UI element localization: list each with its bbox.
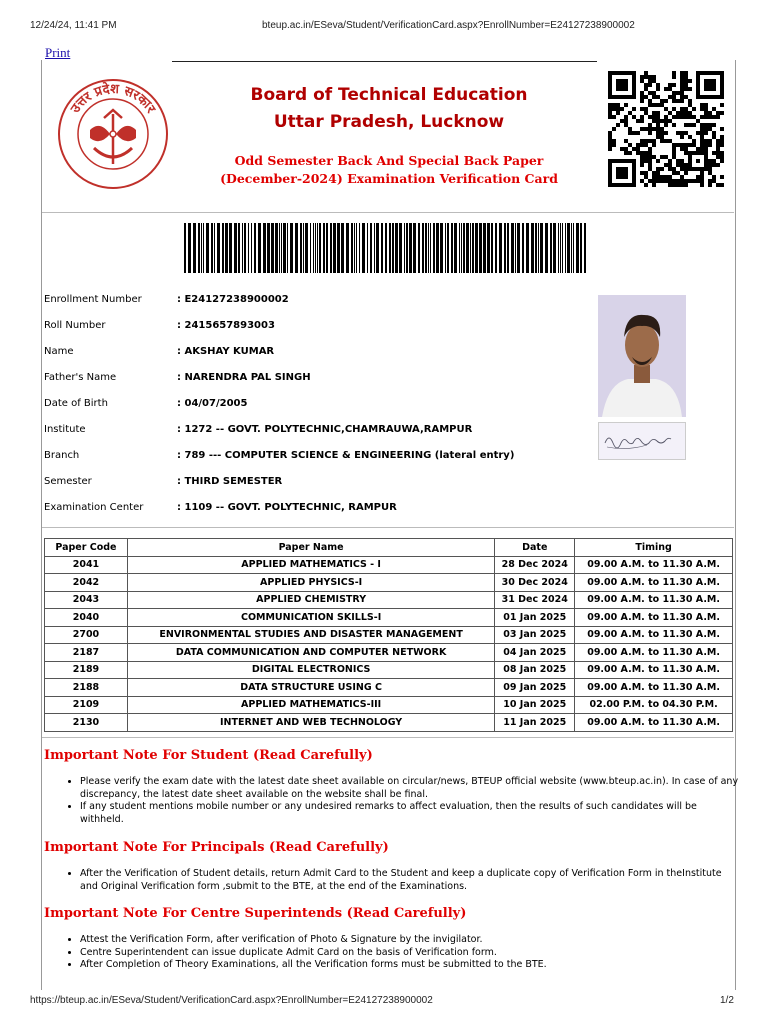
- paper-name: INTERNET AND WEB TECHNOLOGY: [127, 714, 494, 732]
- paper-date: 31 Dec 2024: [495, 591, 575, 609]
- paper-date: 09 Jan 2025: [495, 679, 575, 697]
- table-row: [45, 714, 733, 732]
- paper-name: ENVIRONMENTAL STUDIES AND DISASTER MANAGEMENT: [127, 626, 494, 644]
- paper-code: 2109: [45, 696, 128, 714]
- table-row: [45, 591, 733, 609]
- info-value: : 2415657893003: [177, 320, 275, 331]
- principals-note-list: [64, 868, 740, 893]
- page-number: 1/2: [720, 995, 734, 1006]
- column-header: Paper Name: [127, 539, 494, 557]
- info-label: Institute: [44, 424, 86, 435]
- paper-date: 03 Jan 2025: [495, 626, 575, 644]
- paper-timing: 09.00 A.M. to 11.30 A.M.: [575, 556, 733, 574]
- paper-timing: 09.00 A.M. to 11.30 A.M.: [575, 714, 733, 732]
- table-row: [45, 574, 733, 592]
- paper-date: 01 Jan 2025: [495, 609, 575, 627]
- info-label: Branch: [44, 450, 80, 461]
- info-label: Semester: [44, 476, 92, 487]
- info-value: : E24127238900002: [177, 294, 289, 305]
- list-item: • Centre Superintendent can issue duplicate Admit Card on the basis of Verification form.: [80, 947, 740, 960]
- table-row: [45, 696, 733, 714]
- paper-timing: 09.00 A.M. to 11.30 A.M.: [575, 644, 733, 662]
- info-value: : THIRD SEMESTER: [177, 476, 283, 487]
- qr-code-icon: [608, 70, 724, 188]
- paper-date: 30 Dec 2024: [495, 574, 575, 592]
- paper-timing: 09.00 A.M. to 11.30 A.M.: [575, 591, 733, 609]
- paper-name: APPLIED PHYSICS-I: [127, 574, 494, 592]
- paper-name: APPLIED CHEMISTRY: [127, 591, 494, 609]
- paper-timing: 09.00 A.M. to 11.30 A.M.: [575, 679, 733, 697]
- paper-code: 2187: [45, 644, 128, 662]
- table-row: [45, 679, 733, 697]
- exam-subtitle-line1: Odd Semester Back And Special Back Paper: [234, 153, 544, 168]
- paper-timing: 09.00 A.M. to 11.30 A.M.: [575, 626, 733, 644]
- list-item: • If any student mentions mobile number or any undesired remarks to affect evaluation, then the results of such candidates will be withheld.: [80, 801, 740, 826]
- centre-note-list: [64, 934, 740, 972]
- top-rule: [172, 61, 597, 62]
- info-label: Father's Name: [44, 372, 117, 383]
- info-label: Enrollment Number: [44, 294, 142, 305]
- table-row: [45, 626, 733, 644]
- paper-date: 08 Jan 2025: [495, 661, 575, 679]
- separator: [42, 527, 734, 528]
- paper-code: 2042: [45, 574, 128, 592]
- board-title: Board of Technical Education: [250, 85, 528, 105]
- info-label: Date of Birth: [44, 398, 108, 409]
- info-value: : 789 --- COMPUTER SCIENCE & ENGINEERING (lateral entry): [177, 450, 515, 461]
- table-row: [45, 556, 733, 574]
- paper-name: COMMUNICATION SKILLS-I: [127, 609, 494, 627]
- info-value: : NARENDRA PAL SINGH: [177, 372, 311, 383]
- paper-name: DATA COMMUNICATION AND COMPUTER NETWORK: [127, 644, 494, 662]
- paper-code: 2189: [45, 661, 128, 679]
- paper-timing: 09.00 A.M. to 11.30 A.M.: [575, 574, 733, 592]
- info-label: Examination Center: [44, 502, 144, 513]
- paper-date: 28 Dec 2024: [495, 556, 575, 574]
- paper-name: DIGITAL ELECTRONICS: [127, 661, 494, 679]
- info-label: Name: [44, 346, 74, 357]
- student-photo: [598, 295, 686, 417]
- up-government-seal-icon: [54, 72, 172, 190]
- table-row: [45, 644, 733, 662]
- info-value: : 1272 -- GOVT. POLYTECHNIC,CHAMRAUWA,RAMPUR: [177, 424, 473, 435]
- student-signature: [598, 422, 686, 460]
- paper-code: 2040: [45, 609, 128, 627]
- paper-name: APPLIED MATHEMATICS-III: [127, 696, 494, 714]
- paper-date: 10 Jan 2025: [495, 696, 575, 714]
- paper-name: APPLIED MATHEMATICS - I: [127, 556, 494, 574]
- print-footer-url: https://bteup.ac.in/ESeva/Student/VerificationCard.aspx?EnrollNumber=E24127238900002: [30, 995, 433, 1006]
- info-value: : 1109 -- GOVT. POLYTECHNIC, RAMPUR: [177, 502, 397, 513]
- paper-date: 04 Jan 2025: [495, 644, 575, 662]
- print-header-url: bteup.ac.in/ESeva/Student/VerificationCard.aspx?EnrollNumber=E24127238900002: [262, 20, 635, 31]
- paper-code: 2700: [45, 626, 128, 644]
- paper-name: DATA STRUCTURE USING C: [127, 679, 494, 697]
- paper-timing: 02.00 P.M. to 04.30 P.M.: [575, 696, 733, 714]
- student-note-list: [64, 776, 740, 826]
- list-item: • Attest the Verification Form, after verification of Photo & Signature by the invigilator.: [80, 934, 740, 947]
- student-note-heading: Important Note For Student (Read Carefully): [44, 748, 373, 763]
- info-label: Roll Number: [44, 320, 106, 331]
- signature-scribble-icon: [599, 423, 685, 459]
- logo-text: उत्तर प्रदेश सरकार: [68, 81, 158, 117]
- paper-timing: 09.00 A.M. to 11.30 A.M.: [575, 609, 733, 627]
- column-header: Timing: [575, 539, 733, 557]
- paper-date: 11 Jan 2025: [495, 714, 575, 732]
- paper-code: 2041: [45, 556, 128, 574]
- exam-subtitle-line2: (December-2024) Examination Verification Card: [220, 171, 558, 186]
- table-row: [45, 661, 733, 679]
- centre-note-heading: Important Note For Centre Superintends (Read Carefully): [44, 906, 467, 921]
- person-photo-icon: [598, 295, 686, 417]
- papers-table: [44, 538, 733, 732]
- list-item: • After the Verification of Student details, return Admit Card to the Student and keep a duplicate copy of Verification Form in theInstitute and Original Verification form ,submit to the BTE, at the end of the Examinations.: [80, 868, 740, 893]
- list-item: • Please verify the exam date with the latest date sheet available on circular/news, BTEUP official website (www.bteup.ac.in). In case of any discrepancy, the latest date sheet available on the website shall be final.: [80, 776, 740, 801]
- paper-code: 2130: [45, 714, 128, 732]
- print-link[interactable]: Print: [45, 45, 71, 60]
- print-datetime: 12/24/24, 11:41 PM: [30, 20, 117, 31]
- exam-subtitle: [200, 152, 578, 188]
- paper-timing: 09.00 A.M. to 11.30 A.M.: [575, 661, 733, 679]
- table-row: [45, 609, 733, 627]
- principals-note-heading: Important Note For Principals (Read Carefully): [44, 840, 389, 855]
- column-header: Date: [495, 539, 575, 557]
- info-value: : 04/07/2005: [177, 398, 248, 409]
- list-item: • After Completion of Theory Examinations, all the Verification forms must be submitted to the BTE.: [80, 959, 740, 972]
- paper-code: 2188: [45, 679, 128, 697]
- table-header-row: [45, 539, 733, 557]
- board-location: Uttar Pradesh, Lucknow: [273, 112, 505, 132]
- separator: [42, 737, 734, 738]
- info-value: : AKSHAY KUMAR: [177, 346, 275, 357]
- paper-code: 2043: [45, 591, 128, 609]
- column-header: Paper Code: [45, 539, 128, 557]
- barcode-icon: [182, 223, 592, 273]
- separator: [42, 212, 734, 213]
